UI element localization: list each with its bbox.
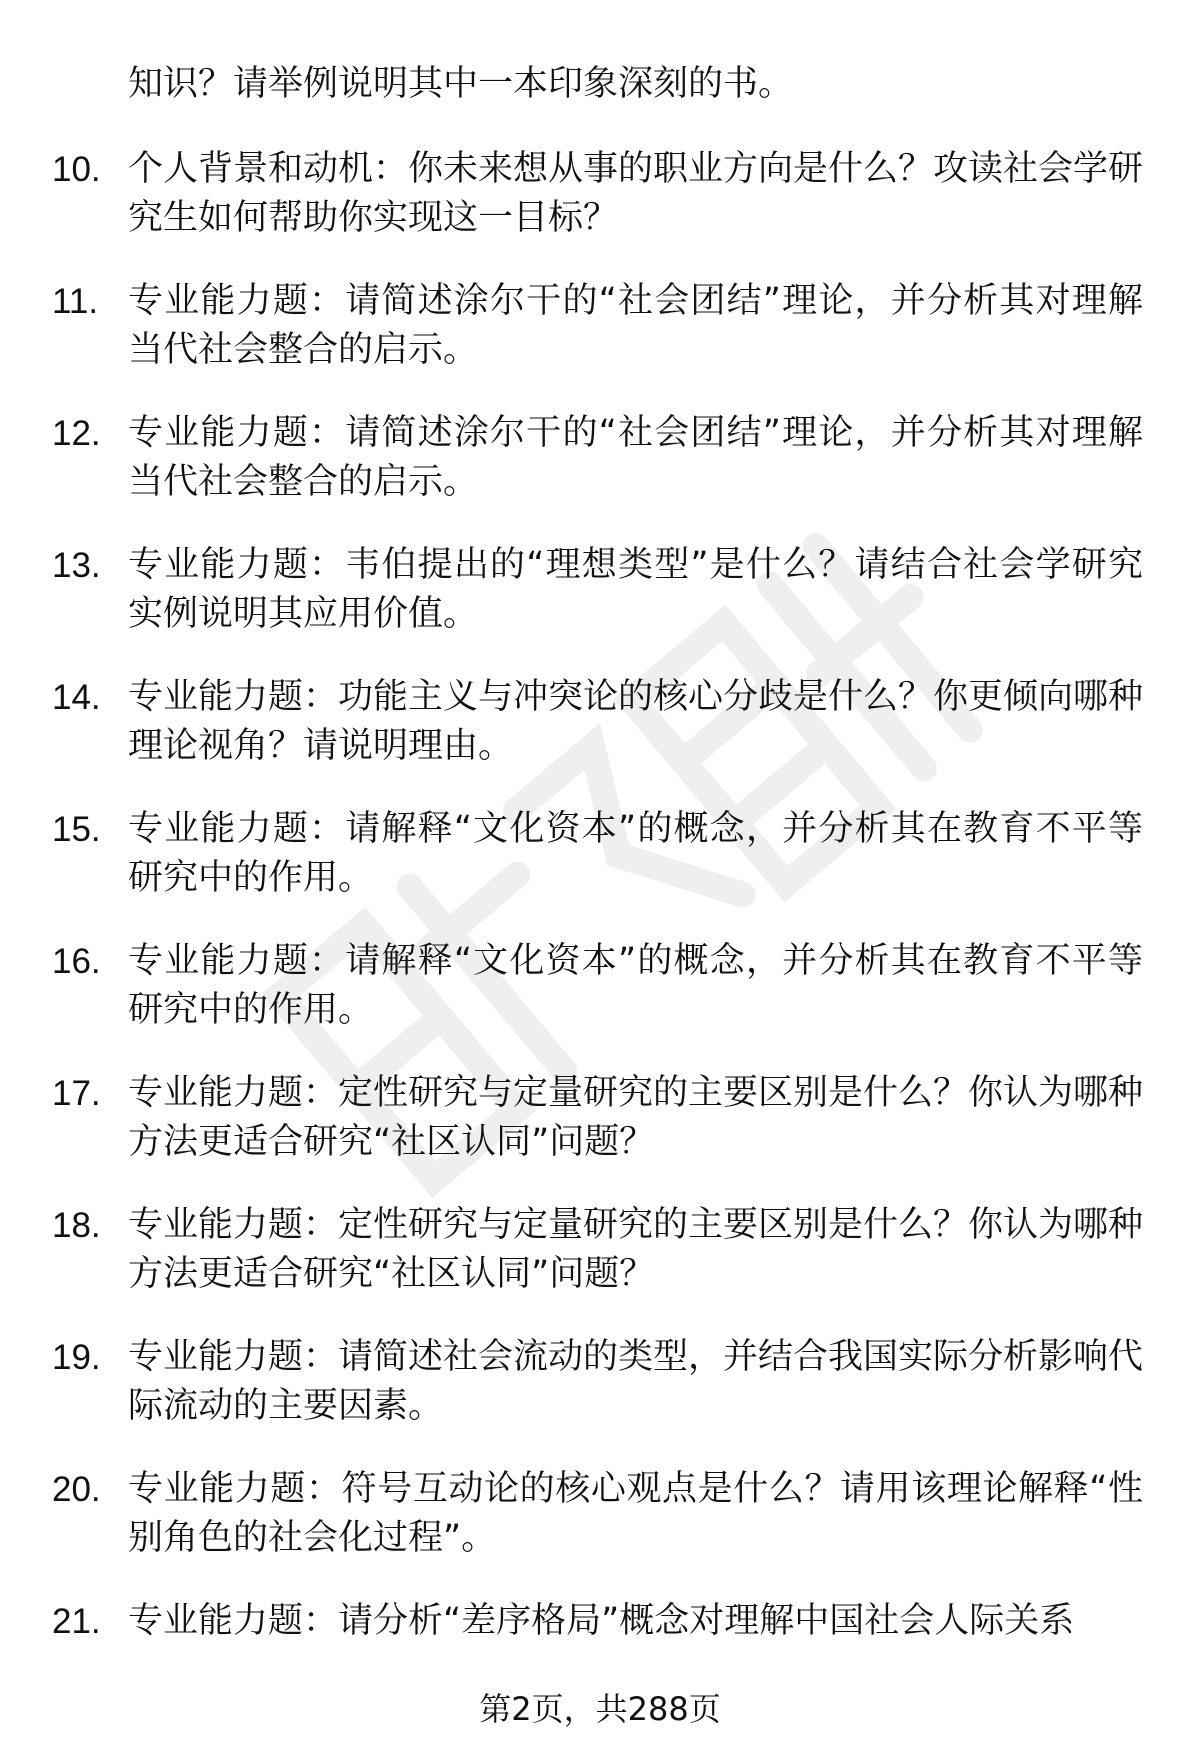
question-number: 17. [52,1074,101,1113]
question-text: 专业能力题：定性研究与定量研究的主要区别是什么？你认为哪种方法更适合研究“社区认同”问题？ [128,1073,1144,1162]
question-number: 13. [52,546,101,585]
page-footer: 第2页，共288页 [479,1690,721,1728]
question-number: 10. [52,150,101,189]
question-number: 16. [52,942,101,981]
question-continuation: 知识？请举例说明其中一本印象深刻的书。 [128,64,794,104]
question-text: 专业能力题：符号互动论的核心观点是什么？请用该理论解释“性别角色的社会化过程”。 [128,1469,1143,1558]
question-text: 专业能力题：请简述涂尔干的“社会团结”理论，并分析其对理解当代社会整合的启示。 [128,413,1143,502]
document-body [0,60,1200,1680]
list-item [0,937,1200,1035]
list-item [0,1069,1200,1167]
question-text: 专业能力题：韦伯提出的“理想类型”是什么？请结合社会学研究实例说明其应用价值。 [128,545,1143,634]
list-item [0,805,1200,903]
list-item [0,1333,1200,1431]
list-item [0,145,1200,243]
question-number: 11. [52,282,99,321]
question-text: 专业能力题：请解释“文化资本”的概念，并分析其在教育不平等研究中的作用。 [128,809,1143,898]
question-number: 21. [52,1602,101,1641]
list-item [0,541,1200,639]
list-item [0,409,1200,507]
list-item [0,1201,1200,1299]
question-text: 专业能力题：定性研究与定量研究的主要区别是什么？你认为哪种方法更适合研究“社区认同”问题？ [128,1205,1144,1294]
list-item [0,1597,1200,1646]
question-text: 专业能力题：功能主义与冲突论的核心分歧是什么？你更倾向哪种理论视角？请说明理由。 [128,677,1144,766]
question-number: 15. [52,810,101,849]
question-number: 18. [52,1206,101,1245]
question-text: 专业能力题：请简述社会流动的类型，并结合我国实际分析影响代际流动的主要因素。 [128,1337,1144,1426]
question-number: 19. [52,1338,101,1377]
question-number: 14. [52,678,101,717]
question-number: 12. [52,414,101,453]
list-item [0,1465,1200,1563]
question-text: 专业能力题：请简述涂尔干的“社会团结”理论，并分析其对理解当代社会整合的启示。 [128,281,1143,370]
question-number: 20. [52,1470,101,1509]
question-text: 专业能力题：请解释“文化资本”的概念，并分析其在教育不平等研究中的作用。 [128,941,1143,1030]
list-item [0,673,1200,771]
list-item [0,277,1200,375]
question-text: 专业能力题：请分析“差序格局”概念对理解中国社会人际关系 [128,1601,1075,1641]
question-text: 个人背景和动机：你未来想从事的职业方向是什么？攻读社会学研究生如何帮助你实现这一目标？ [128,149,1144,238]
question-list [0,145,1200,1646]
